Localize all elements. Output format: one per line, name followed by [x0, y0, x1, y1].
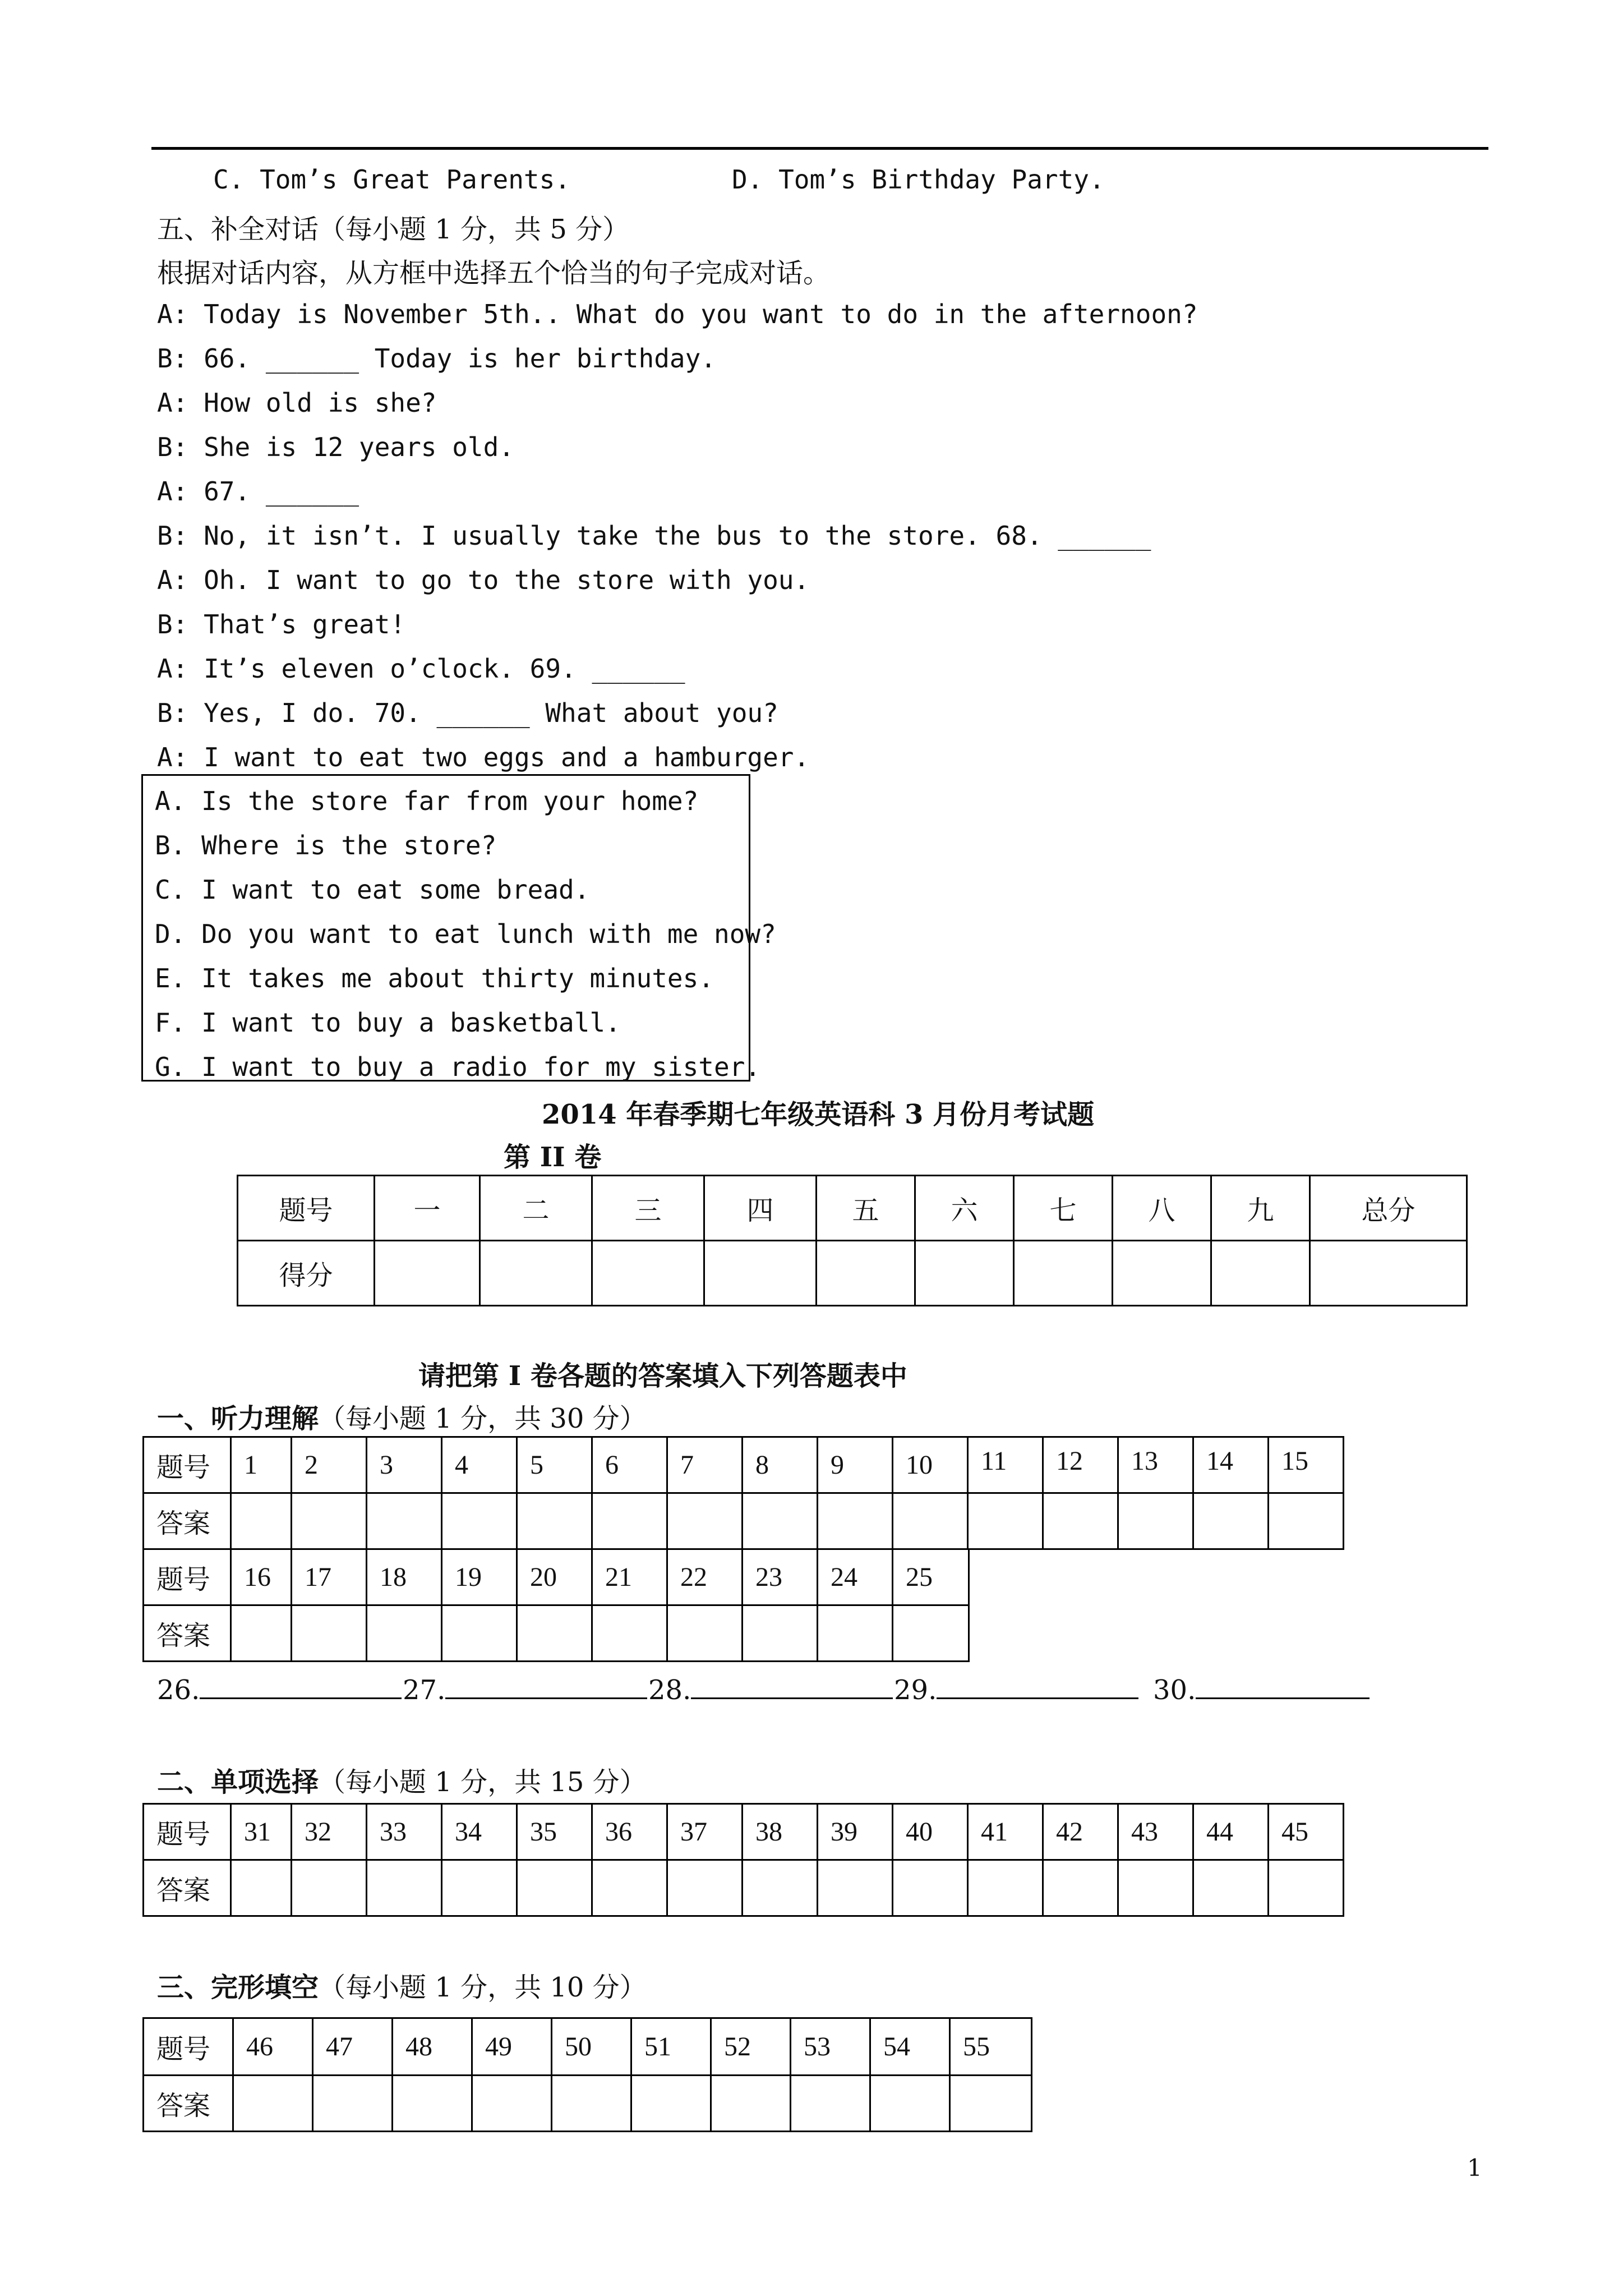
answer-instruction: 请把第 I 卷各题的答案填入下列答题表中: [418, 1360, 907, 1392]
question-number: 21: [592, 1549, 667, 1605]
row-label-question: 题号: [144, 1549, 231, 1605]
listening-table-1: [142, 1436, 1344, 1550]
answer-cell[interactable]: [517, 1860, 592, 1916]
question-number: 8: [743, 1437, 818, 1493]
option-item: C. I want to eat some bread.: [155, 875, 590, 905]
score-cell[interactable]: [817, 1241, 915, 1306]
question-number: 3: [367, 1437, 442, 1493]
answer-cell[interactable]: [292, 1860, 367, 1916]
question-number: 43: [1118, 1804, 1193, 1860]
question-number: 49: [472, 2018, 552, 2076]
score-header: 总分: [1310, 1176, 1467, 1241]
answer-cell[interactable]: [1043, 1493, 1118, 1549]
question-number: 13: [1118, 1437, 1193, 1493]
blank-line[interactable]: [1196, 1675, 1370, 1699]
question-number: 25: [893, 1549, 969, 1605]
score-header: 二: [480, 1176, 592, 1241]
question-number: 42: [1043, 1804, 1118, 1860]
cloze-table: [142, 2017, 1032, 2132]
blank-29[interactable]: [894, 1674, 1138, 1706]
question-number: 34: [442, 1804, 517, 1860]
score-header: 八: [1113, 1176, 1211, 1241]
score-table: [237, 1175, 1468, 1306]
answer-cell[interactable]: [231, 1605, 292, 1662]
single-choice-heading-bold: 二、单项选择: [157, 1766, 319, 1798]
blank-27[interactable]: [403, 1674, 647, 1706]
answer-cell[interactable]: [1269, 1860, 1344, 1916]
blank-line[interactable]: [200, 1675, 402, 1699]
score-cell[interactable]: [704, 1241, 817, 1306]
row-label-question: 题号: [144, 1437, 231, 1493]
score-cell[interactable]: [1113, 1241, 1211, 1306]
answer-cell[interactable]: [517, 1605, 592, 1662]
question-number: 7: [667, 1437, 743, 1493]
answer-cell[interactable]: [313, 2076, 393, 2132]
question-number: 12: [1043, 1437, 1118, 1493]
answer-cell[interactable]: [818, 1493, 893, 1549]
answer-cell[interactable]: [442, 1860, 517, 1916]
answer-cell[interactable]: [1043, 1860, 1118, 1916]
dialogue-line: A: How old is she?: [157, 388, 437, 418]
question-number: 40: [893, 1804, 968, 1860]
answer-cell[interactable]: [592, 1493, 667, 1549]
score-cell[interactable]: [1310, 1241, 1467, 1306]
answer-cell[interactable]: [818, 1860, 893, 1916]
question-number: 24: [818, 1549, 893, 1605]
answer-cell[interactable]: [442, 1493, 517, 1549]
question-number: 44: [1193, 1804, 1269, 1860]
answer-cell[interactable]: [950, 2076, 1032, 2132]
question-number: 20: [517, 1549, 592, 1605]
answer-cell[interactable]: [367, 1493, 442, 1549]
score-cell[interactable]: [915, 1241, 1014, 1306]
question-number: 19: [442, 1549, 517, 1605]
blank-number: 27.: [403, 1674, 446, 1706]
answer-cell[interactable]: [1193, 1860, 1269, 1916]
answer-cell[interactable]: [592, 1860, 667, 1916]
score-header: 五: [817, 1176, 915, 1241]
answer-cell[interactable]: [231, 1493, 292, 1549]
listening-heading: [157, 1397, 647, 1435]
dialogue-line: A: Oh. I want to go to the store with you.: [157, 565, 810, 595]
blank-number: 29.: [894, 1674, 937, 1706]
row-label-question: 题号: [144, 1804, 231, 1860]
answer-cell[interactable]: [1118, 1860, 1193, 1916]
dialogue-line: B: Yes, I do. 70. ______ What about you?: [157, 698, 778, 728]
answer-cell[interactable]: [743, 1605, 818, 1662]
blank-number: 28.: [648, 1674, 691, 1706]
dialogue-line: A: 67. ______: [157, 476, 359, 507]
answer-cell[interactable]: [552, 2076, 631, 2132]
blank-26[interactable]: [157, 1674, 402, 1706]
blank-line[interactable]: [445, 1675, 647, 1699]
question-number: 48: [393, 2018, 472, 2076]
cloze-heading: [157, 1966, 647, 2004]
exam-title: 2014 年春季期七年级英语科 3 月份月考试题: [542, 1099, 1095, 1130]
answer-cell[interactable]: [631, 2076, 711, 2132]
answer-cell[interactable]: [711, 2076, 791, 2132]
score-header: 七: [1014, 1176, 1113, 1241]
answer-cell[interactable]: [442, 1605, 517, 1662]
row-label-question: 题号: [144, 2018, 233, 2076]
blank-number: 30.: [1153, 1674, 1196, 1706]
blank-number: 26.: [157, 1674, 200, 1706]
question-number: 33: [367, 1804, 442, 1860]
dialogue-line: B: 66. ______ Today is her birthday.: [157, 343, 716, 374]
question-number: 16: [231, 1549, 292, 1605]
question-number: 54: [870, 2018, 950, 2076]
dialogue-line: A: I want to eat two eggs and a hamburger.: [157, 742, 810, 772]
answer-cell[interactable]: [968, 1493, 1043, 1549]
dialogue-line: B: She is 12 years old.: [157, 432, 514, 462]
blank-30[interactable]: [1153, 1674, 1370, 1706]
dialogue-line: B: That’s great!: [157, 609, 406, 639]
question-number: 55: [950, 2018, 1032, 2076]
blank-line[interactable]: [691, 1675, 893, 1699]
answer-cell[interactable]: [233, 2076, 313, 2132]
option-item: B. Where is the store?: [155, 830, 497, 861]
answer-cell[interactable]: [292, 1605, 367, 1662]
question-number: 23: [743, 1549, 818, 1605]
question-number: 31: [231, 1804, 292, 1860]
score-cell[interactable]: [480, 1241, 592, 1306]
answer-cell[interactable]: [968, 1860, 1043, 1916]
question-number: 9: [818, 1437, 893, 1493]
score-cell[interactable]: [375, 1241, 480, 1306]
question-number: 35: [517, 1804, 592, 1860]
listening-heading-bold: 一、听力理解: [157, 1403, 319, 1434]
score-header: 六: [915, 1176, 1014, 1241]
question-number: 10: [893, 1437, 968, 1493]
page-number: 1: [1467, 2154, 1482, 2182]
question-number: 38: [743, 1804, 818, 1860]
question-number: 4: [442, 1437, 517, 1493]
answer-cell[interactable]: [893, 1605, 969, 1662]
question-number: 53: [791, 2018, 870, 2076]
score-header: 题号: [238, 1176, 375, 1241]
answer-cell[interactable]: [667, 1605, 743, 1662]
question-number: 41: [968, 1804, 1043, 1860]
answer-cell[interactable]: [1118, 1493, 1193, 1549]
row-label-answer: 答案: [144, 2076, 233, 2132]
score-header: 四: [704, 1176, 817, 1241]
blank-28[interactable]: [648, 1674, 893, 1706]
question-number: 22: [667, 1549, 743, 1605]
cloze-heading-rest: （每小题 1 分，共 10 分）: [319, 1972, 647, 2003]
cloze-heading-bold: 三、完形填空: [157, 1972, 319, 2003]
option-item: D. Do you want to eat lunch with me now?: [155, 919, 776, 949]
section5-instruction: 根据对话内容，从方框中选择五个恰当的句子完成对话。: [157, 257, 831, 289]
top-rule: [151, 147, 1488, 150]
section5-heading: 五、补全对话（每小题 1 分，共 5 分）: [157, 214, 630, 245]
answer-cell[interactable]: [472, 2076, 552, 2132]
question-number: 46: [233, 2018, 313, 2076]
answer-cell[interactable]: [592, 1605, 667, 1662]
answer-cell[interactable]: [231, 1860, 292, 1916]
score-cell[interactable]: [592, 1241, 704, 1306]
dialogue-line: A: Today is November 5th.. What do you want to do in the afternoon?: [157, 299, 1198, 329]
score-cell[interactable]: [1014, 1241, 1113, 1306]
question-number: 39: [818, 1804, 893, 1860]
question-number: 50: [552, 2018, 631, 2076]
answer-cell[interactable]: [791, 2076, 870, 2132]
question-number: 52: [711, 2018, 791, 2076]
answer-cell[interactable]: [367, 1860, 442, 1916]
row-label-answer: 答案: [144, 1605, 231, 1662]
answer-cell[interactable]: [1269, 1493, 1344, 1549]
row-label-answer: 答案: [144, 1493, 231, 1549]
row-label-answer: 答案: [144, 1860, 231, 1916]
option-item: G. I want to buy a radio for my sister.: [155, 1052, 761, 1082]
question-number: 11: [968, 1437, 1043, 1493]
single-choice-heading-rest: （每小题 1 分，共 15 分）: [319, 1766, 647, 1798]
question-number: 2: [292, 1437, 367, 1493]
single-choice-table: [142, 1803, 1344, 1917]
listening-table-2: [142, 1548, 970, 1662]
reading-option-d: D. Tom’s Birthday Party.: [732, 164, 1105, 195]
answer-cell[interactable]: [743, 1860, 818, 1916]
question-number: 51: [631, 2018, 711, 2076]
question-number: 32: [292, 1804, 367, 1860]
dialogue-line: A: It’s eleven o’clock. 69. ______: [157, 654, 685, 684]
question-number: 1: [231, 1437, 292, 1493]
question-number: 14: [1193, 1437, 1269, 1493]
answer-cell[interactable]: [367, 1605, 442, 1662]
option-item: A. Is the store far from your home?: [155, 786, 699, 816]
dialogue-line: B: No, it isn’t. I usually take the bus to the store. 68. ______: [157, 521, 1151, 551]
listening-heading-rest: （每小题 1 分，共 30 分）: [319, 1403, 647, 1434]
answer-cell[interactable]: [667, 1860, 743, 1916]
answer-cell[interactable]: [743, 1493, 818, 1549]
answer-cell[interactable]: [893, 1860, 968, 1916]
answer-cell[interactable]: [393, 2076, 472, 2132]
question-number: 18: [367, 1549, 442, 1605]
score-header: 三: [592, 1176, 704, 1241]
option-item: F. I want to buy a basketball.: [155, 1007, 621, 1038]
score-cell[interactable]: [1211, 1241, 1310, 1306]
score-row-label: 得分: [238, 1241, 375, 1306]
question-number: 17: [292, 1549, 367, 1605]
question-number: 45: [1269, 1804, 1344, 1860]
answer-cell[interactable]: [870, 2076, 950, 2132]
answer-cell[interactable]: [292, 1493, 367, 1549]
answer-cell[interactable]: [667, 1493, 743, 1549]
score-header: 一: [375, 1176, 480, 1241]
question-number: 15: [1269, 1437, 1344, 1493]
question-number: 47: [313, 2018, 393, 2076]
answer-cell[interactable]: [893, 1493, 968, 1549]
single-choice-heading: [157, 1760, 647, 1799]
question-number: 36: [592, 1804, 667, 1860]
volume-title: 第 II 卷: [504, 1142, 602, 1173]
option-item: E. It takes me about thirty minutes.: [155, 963, 714, 993]
score-header: 九: [1211, 1176, 1310, 1241]
answer-cell[interactable]: [1193, 1493, 1269, 1549]
question-number: 37: [667, 1804, 743, 1860]
question-number: 5: [517, 1437, 592, 1493]
answer-cell[interactable]: [818, 1605, 893, 1662]
question-number: 6: [592, 1437, 667, 1493]
blank-line[interactable]: [937, 1675, 1138, 1699]
reading-option-c: C. Tom’s Great Parents.: [213, 164, 570, 195]
answer-cell[interactable]: [517, 1493, 592, 1549]
